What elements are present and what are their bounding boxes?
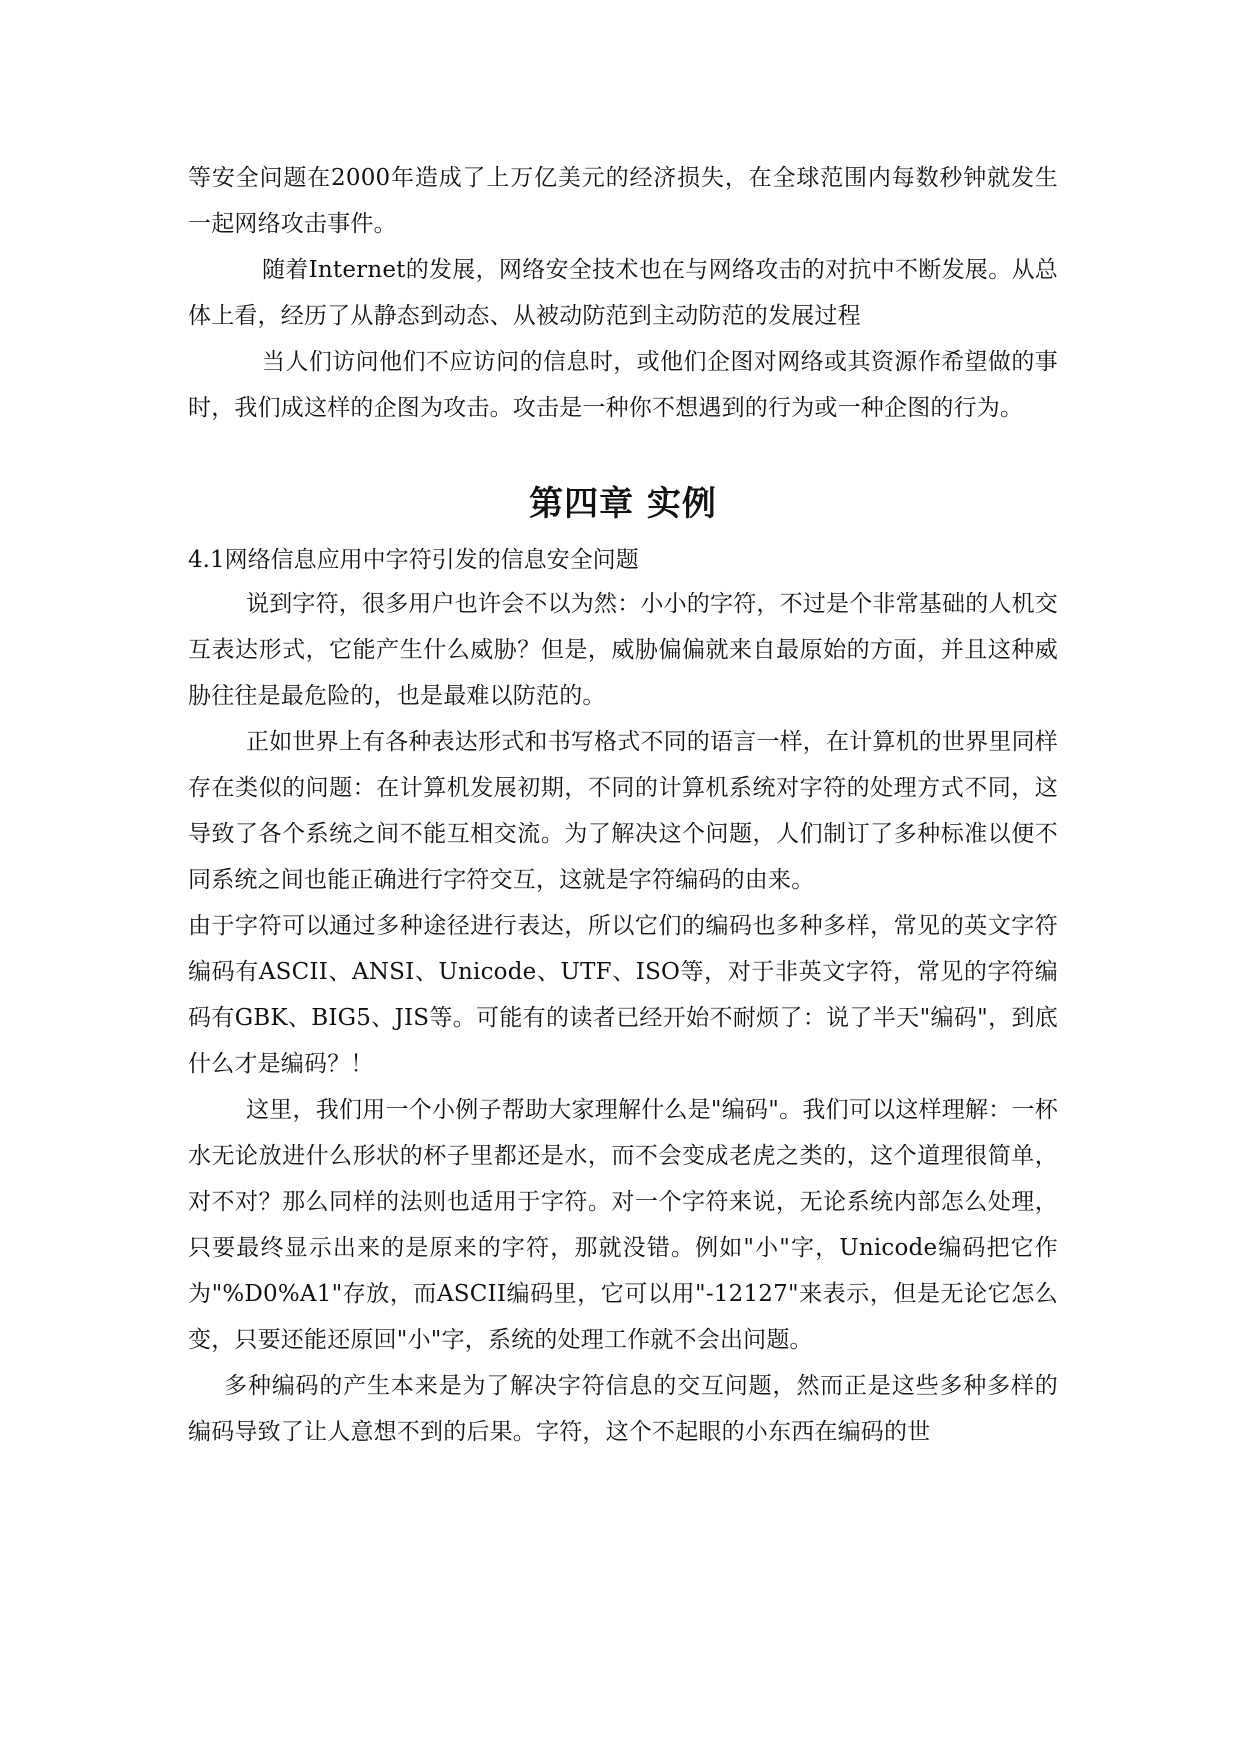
paragraph-continuation: 等安全问题在2000年造成了上万亿美元的经济损失，在全球范围内每数秒钟就发生一起网络攻击事件。 bbox=[188, 165, 1058, 237]
paragraph-encoding-origin: 正如世界上有各种表达形式和书写格式不同的语言一样，在计算机的世界里同样存在类似的问题：在计算机发展初期，不同的计算机系统对字符的处理方式不同，这导致了各个系统之间不能互相交流。为了解决这个问题，人们制订了多种标准以便不同系统之间也能正确进行字符交互，这就是字符编码的由来。 bbox=[188, 729, 1058, 893]
section-title: 4.1网络信息应用中字符引发的信息安全问题 bbox=[188, 547, 639, 573]
paragraph-internet-development: 随着Internet的发展，网络安全技术也在与网络攻击的对抗中不断发展。从总体上看，经历了从静态到动态、从被动防范到主动防范的发展过程 bbox=[188, 257, 1058, 329]
paragraph-encoding-consequences: 多种编码的产生本来是为了解决字符信息的交互问题，然而正是这些多种多样的编码导致了让人意想不到的后果。字符，这个不起眼的小东西在编码的世 bbox=[188, 1373, 1058, 1445]
paragraph-encoding-types: 由于字符可以通过多种途径进行表达，所以它们的编码也多种多样，常见的英文字符编码有ASCII、ANSI、Unicode、UTF、ISO等，对于非英文字符，常见的字符编码有GBK、BIG5、JIS等。可能有的读者已经开始不耐烦了：说了半天"编码"，到底什么才是编码？！ bbox=[188, 913, 1058, 1077]
chapter-title: 第四章 实例 bbox=[529, 484, 717, 524]
paragraph-encoding-example: 这里，我们用一个小例子帮助大家理解什么是"编码"。我们可以这样理解：一杯水无论放进什么形状的杯子里都还是水，而不会变成老虎之类的，这个道理很简单，对不对？那么同样的法则也适用于字符。对一个字符来说，无论系统内部怎么处理，只要最终显示出来的是原来的字符，那就没错。例如"小"字，Unicode编码把它作为"%D0%A1"存放，而ASCII编码里，它可以用"-12127"来表示，但是无论它怎么变，只要还能还原回"小"字，系统的处理工作就不会出问题。 bbox=[188, 1097, 1058, 1353]
page-content bbox=[188, 155, 1058, 1455]
paragraph-characters-intro: 说到字符，很多用户也许会不以为然：小小的字符，不过是个非常基础的人机交互表达形式，它能产生什么威胁？但是，威胁偏偏就来自最原始的方面，并且这种威胁往往是最危险的，也是最难以防范的。 bbox=[188, 591, 1058, 709]
paragraph-attack-definition: 当人们访问他们不应访问的信息时，或他们企图对网络或其资源作希望做的事时，我们成这样的企图为攻击。攻击是一种你不想遇到的行为或一种企图的行为。 bbox=[188, 349, 1058, 421]
